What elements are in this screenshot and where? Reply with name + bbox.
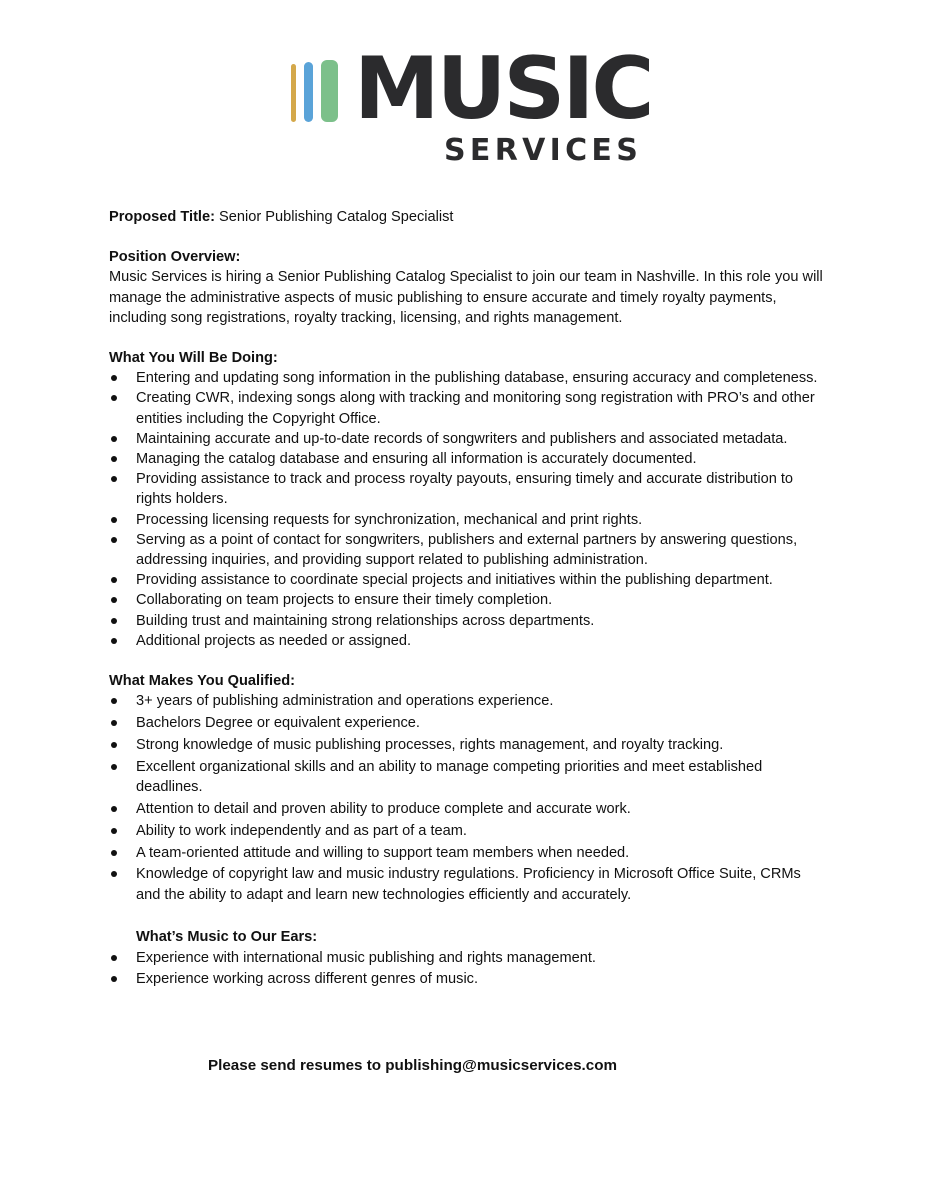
duty-item: Creating CWR, indexing songs along with tracking and monitoring song registration with PRO’s and other entities including the Copyright Office. [109,388,829,428]
qualification-item: 3+ years of publishing administration and operations experience. [109,691,829,712]
nice-to-have-heading: What’s Music to Our Ears: [136,929,318,946]
duty-item: Maintaining accurate and up-to-date records of songwriters and publishers and associated metadata. [109,429,829,449]
qualification-item: Excellent organizational skills and an ability to manage competing priorities and meet established deadlines. [109,757,829,798]
duty-item: Providing assistance to coordinate special projects and initiatives within the publishing department. [109,570,829,590]
logo-bars-icon [290,60,360,122]
resume-contact-line: Please send resumes to publishing@musicservices.com [208,1057,618,1074]
job-posting [109,207,829,991]
qualification-item: Knowledge of copyright law and music industry regulations. Proficiency in Microsoft Office Suite, CRMs and the ability to adapt and learn new technologies efficiently and accurately. [109,864,829,905]
nice-to-have-list [109,948,829,990]
nice-to-have-item: Experience with international music publishing and rights management. [109,948,829,969]
duty-item: Entering and updating song information in the publishing database, ensuring accuracy and completeness. [109,368,829,388]
duty-item: Managing the catalog database and ensuring all information is accurately documented. [109,449,829,469]
position-overview-heading: Position Overview: [109,249,241,266]
duty-item: Processing licensing requests for synchronization, mechanical and print rights. [109,510,829,530]
logo-bar-blue [304,62,313,122]
proposed-title-value: Senior Publishing Catalog Specialist [214,209,454,225]
position-overview-text: Music Services is hiring a Senior Publishing Catalog Specialist to join our team in Nashville. In this role you will manage the administrative aspects of music publishing to ensure accurate and timely royalty payments, including song registrations, royalty tracking, licensing, and rights management. [109,269,823,326]
duty-item: Serving as a point of contact for songwriters, publishers and external partners by answering questions, addressing inquiries, and providing support related to publishing administration. [109,530,829,570]
duty-item: Providing assistance to track and process royalty payouts, ensuring timely and accurate distribution to rights holders. [109,469,829,509]
duties-list [109,368,829,651]
duty-item: Additional projects as needed or assigned. [109,631,829,651]
qualifications-list [109,691,829,905]
proposed-title-line [109,207,829,227]
music-services-logo [290,39,652,170]
qualification-item: Attention to detail and proven ability to produce complete and accurate work. [109,799,829,820]
logo-subtitle: SERVICES [444,133,643,168]
logo-bar-gold [291,64,296,122]
logo-bar-green [321,60,338,122]
qualification-item: Strong knowledge of music publishing processes, rights management, and royalty tracking. [109,735,829,756]
qualification-item: Ability to work independently and as part of a team. [109,821,829,842]
qualification-item: Bachelors Degree or equivalent experience. [109,713,829,734]
qualification-item: A team-oriented attitude and willing to support team members when needed. [109,843,829,864]
qualifications-heading: What Makes You Qualified: [109,673,295,690]
nice-to-have-section [109,927,829,990]
qualifications-section [109,671,829,905]
nice-to-have-item: Experience working across different genres of music. [109,969,829,990]
logo-wordmark: MUSIC [354,39,652,139]
duty-item: Building trust and maintaining strong relationships across departments. [109,611,829,631]
position-overview-section [109,247,829,328]
duties-section [109,348,829,651]
proposed-title-label: Proposed Title: [109,209,215,225]
duty-item: Collaborating on team projects to ensure their timely completion. [109,590,829,610]
duties-heading: What You Will Be Doing: [109,350,278,367]
